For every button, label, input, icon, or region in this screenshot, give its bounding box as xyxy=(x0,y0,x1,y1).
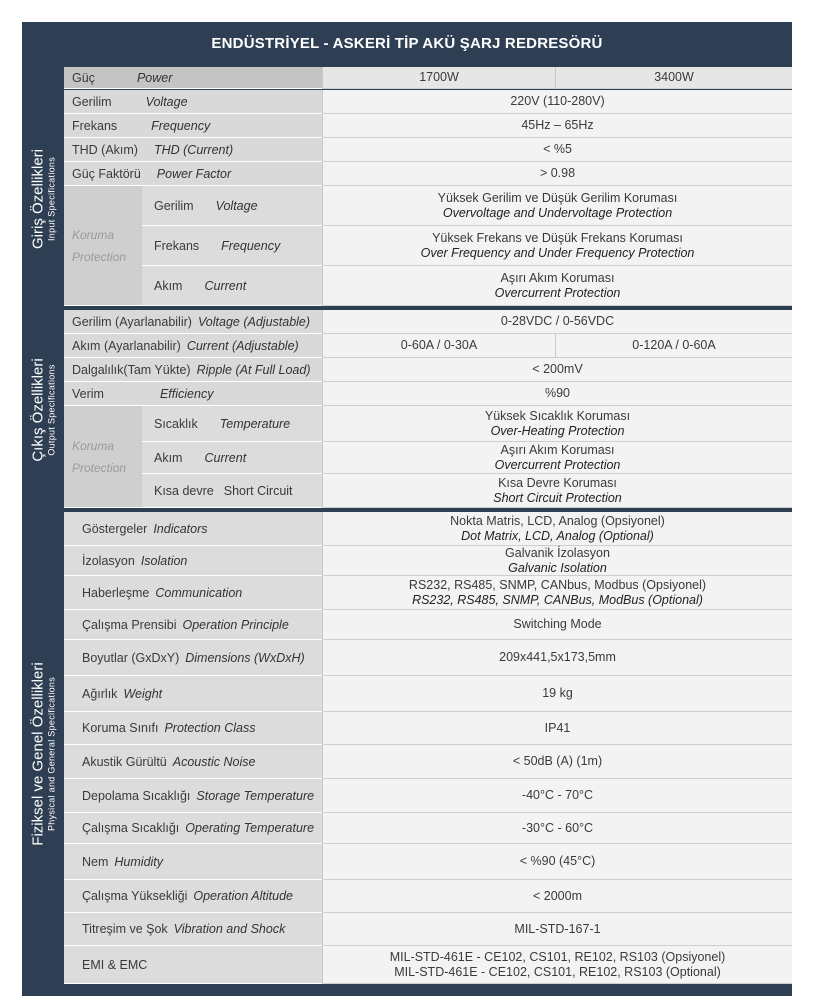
general-label-row xyxy=(64,913,322,946)
spec-value-row xyxy=(322,310,792,334)
label-en: Current xyxy=(204,278,247,293)
value-en: Short Circuit Protection xyxy=(493,490,622,505)
value-tr: MIL-STD-461E - CE102, CS101, RE102, RS103 (Opsiyonel) xyxy=(389,949,726,964)
power-label-en: Power xyxy=(136,70,173,85)
general-value-row xyxy=(322,813,792,844)
value: 45Hz – 65Hz xyxy=(521,118,594,132)
label-tr: Koruma Sınıfı xyxy=(82,721,159,735)
value-en: Dot Matrix, LCD, Analog (Optional) xyxy=(461,528,654,543)
label-en: Voltage xyxy=(215,198,258,213)
general-label-row xyxy=(64,610,322,640)
label-tr: EMI & EMC xyxy=(82,957,148,972)
general-value-row xyxy=(322,640,792,676)
section-general-label: Fiziksel ve Genel Özellikleri Physical and General Specifications xyxy=(29,662,57,846)
value-en: Over Frequency and Under Frequency Protection xyxy=(420,245,695,260)
label-tr: Güç Faktörü xyxy=(72,166,141,181)
label-en: Ripple (At Full Load) xyxy=(196,362,311,377)
general-label-row xyxy=(64,745,322,779)
spec-label-row xyxy=(64,382,322,406)
value-en: Overcurrent Protection xyxy=(494,457,621,472)
value-tr: < 50dB (A) (1m) xyxy=(512,754,603,768)
protection-group-label xyxy=(64,186,142,306)
value: 0-28VDC / 0-56VDC xyxy=(500,314,615,328)
value-tr: Yüksek Frekans ve Düşük Frekans Koruması xyxy=(432,230,683,245)
value-tr: Galvanik İzolasyon xyxy=(505,545,610,560)
label-en: Weight xyxy=(123,686,163,701)
label-en: Acoustic Noise xyxy=(172,754,256,769)
value-tr: -40°C - 70°C xyxy=(521,788,594,802)
label-tr: Akım xyxy=(154,278,183,293)
spec-value-row xyxy=(322,162,792,186)
protection-value-row xyxy=(322,474,792,508)
general-label-row xyxy=(64,676,322,712)
label-tr: Akustik Gürültü xyxy=(82,754,167,769)
protection-label-row xyxy=(142,406,322,442)
label-en: Operation Principle xyxy=(182,617,289,632)
spec-label-row xyxy=(64,90,322,114)
value: < 200mV xyxy=(532,362,583,376)
label-en: Voltage (Adjustable) xyxy=(197,314,311,329)
label-en: Operating Temperature xyxy=(185,821,315,835)
general-value-row xyxy=(322,512,792,546)
label-en: Indicators xyxy=(153,521,208,536)
value1: 0-60A / 0-30A xyxy=(400,338,478,352)
general-value-row xyxy=(322,779,792,813)
label-tr: Dalgalılık(Tam Yükte) xyxy=(72,362,191,377)
general-label-row xyxy=(64,546,322,576)
label-en: Power Factor xyxy=(156,166,232,181)
value-tr: Nokta Matris, LCD, Analog (Opsiyonel) xyxy=(450,513,665,528)
label-en: Frequency xyxy=(151,118,211,133)
value-tr: MIL-STD-167-1 xyxy=(514,921,601,936)
spec-label-row xyxy=(64,334,322,358)
power-col2: 3400W xyxy=(555,67,792,89)
protection-value-row xyxy=(322,442,792,474)
spec-value-row xyxy=(322,90,792,114)
label-tr: Sıcaklık xyxy=(154,416,198,431)
label-en: THD (Current) xyxy=(153,142,234,157)
value-tr: 19 kg xyxy=(542,686,573,700)
value: > 0.98 xyxy=(539,166,576,180)
label-tr: Boyutlar (GxDxY) xyxy=(82,650,180,665)
label-tr: Nem xyxy=(82,854,109,869)
value2: 0-120A / 0-60A xyxy=(632,338,716,352)
value-tr: < 2000m xyxy=(533,888,582,903)
protection-label-row xyxy=(142,186,322,226)
label-en: Frequency xyxy=(221,238,281,253)
label-tr: Frekans xyxy=(154,238,200,253)
sheet-title: ENDÜSTRİYEL - ASKERİ TİP AKÜ ŞARJ REDRESÖRÜ xyxy=(211,35,603,52)
general-label-row xyxy=(64,712,322,745)
value-en: RS232, RS485, SNMP, CANBus, ModBus (Optional) xyxy=(412,592,703,607)
label-tr: Çalışma Prensibi xyxy=(82,617,177,632)
spec-label-row xyxy=(64,162,322,186)
label-en: Communication xyxy=(155,585,243,600)
protection-value-row xyxy=(322,406,792,442)
general-value-row xyxy=(322,745,792,779)
label-en: Current xyxy=(204,450,247,465)
spec-value-row xyxy=(322,114,792,138)
value-en: Over-Heating Protection xyxy=(490,423,625,438)
label-en: Temperature xyxy=(219,416,291,431)
label-tr: Ağırlık xyxy=(82,686,118,701)
label-tr: Çalışma Yüksekliği xyxy=(82,889,188,903)
label-tr: Gerilim xyxy=(72,94,112,109)
label-en: Storage Temperature xyxy=(196,788,315,803)
general-value-row xyxy=(322,610,792,640)
spec-label-row xyxy=(64,358,322,382)
protection-en: Protection xyxy=(72,249,127,264)
label-en: Short Circuit xyxy=(223,483,293,498)
label-tr: Haberleşme xyxy=(82,585,150,600)
label-en: Voltage xyxy=(145,94,188,109)
value-en: Galvanic Isolation xyxy=(508,560,607,575)
spec-label-row xyxy=(64,310,322,334)
power-header-label xyxy=(64,67,322,89)
protection-value-row xyxy=(322,226,792,266)
label-en: Isolation xyxy=(140,553,188,568)
general-value-row xyxy=(322,546,792,576)
general-label-row xyxy=(64,576,322,610)
spec-value-row xyxy=(322,138,792,162)
general-value-row xyxy=(322,946,792,984)
label-en: Vibration and Shock xyxy=(173,922,286,936)
label-tr: İzolasyon xyxy=(82,553,135,568)
general-value-row xyxy=(322,712,792,745)
label-en: Operation Altitude xyxy=(193,889,293,903)
label-en: Dimensions (WxDxH) xyxy=(185,650,305,665)
general-label-row xyxy=(64,946,322,984)
spec-label-row xyxy=(64,138,322,162)
label-en: Current (Adjustable) xyxy=(186,338,299,353)
label-tr: Titreşim ve Şok xyxy=(82,922,168,936)
general-value-row xyxy=(322,844,792,880)
label-tr: Kısa devre xyxy=(154,483,214,498)
general-label-row xyxy=(64,779,322,813)
general-label-row xyxy=(64,813,322,844)
general-label-row xyxy=(64,512,322,546)
power-col1: 1700W xyxy=(322,67,555,89)
label-en: Protection Class xyxy=(164,721,256,735)
protection-tr: Koruma xyxy=(72,438,115,453)
protection-label-row xyxy=(142,474,322,508)
label-tr: Akım (Ayarlanabilir) xyxy=(72,338,181,353)
value-tr: Aşırı Akım Koruması xyxy=(500,442,615,457)
label-tr: Depolama Sıcaklığı xyxy=(82,788,191,803)
label-tr: Verim xyxy=(72,386,104,401)
protection-en: Protection xyxy=(72,460,127,475)
general-value-row xyxy=(322,676,792,712)
value-en: Overcurrent Protection xyxy=(494,285,621,300)
section-output-label: Çıkış Özellikleri Output Specifications xyxy=(29,358,57,462)
value-en: Overvoltage and Undervoltage Protection xyxy=(442,205,673,220)
value-tr: -30°C - 60°C xyxy=(521,820,594,835)
general-label-row xyxy=(64,640,322,676)
protection-value-row xyxy=(322,266,792,306)
spec-value-row xyxy=(322,358,792,382)
spec-value-col2 xyxy=(555,334,792,358)
protection-label-row xyxy=(142,266,322,306)
value-tr: RS232, RS485, SNMP, CANbus, Modbus (Opsiyonel) xyxy=(408,577,707,592)
general-label-row xyxy=(64,844,322,880)
general-value-row xyxy=(322,576,792,610)
value-tr: < %90 (45°C) xyxy=(519,854,596,868)
label-tr: Gerilim xyxy=(154,198,194,213)
power-label-tr: Güç xyxy=(72,70,95,85)
value-en: MIL-STD-461E - CE102, CS101, RE102, RS103 (Optional) xyxy=(394,964,721,979)
value: 220V (110-280V) xyxy=(510,94,605,108)
general-value-row xyxy=(322,880,792,913)
label-en: Efficiency xyxy=(159,386,214,401)
general-label-row xyxy=(64,880,322,913)
label-tr: Gerilim (Ayarlanabilir) xyxy=(72,314,192,329)
label-en: Humidity xyxy=(114,854,164,869)
label-tr: Göstergeler xyxy=(82,521,148,536)
protection-label-row xyxy=(142,226,322,266)
label-tr: Frekans xyxy=(72,118,118,133)
value: < %5 xyxy=(543,142,572,156)
spec-value-col1 xyxy=(322,334,555,358)
label-tr: THD (Akım) xyxy=(72,142,138,157)
value-tr: Yüksek Gerilim ve Düşük Gerilim Koruması xyxy=(437,190,678,205)
protection-group-label xyxy=(64,406,142,508)
value-tr: IP41 xyxy=(544,720,571,735)
spec-value-row xyxy=(322,382,792,406)
protection-value-row xyxy=(322,186,792,226)
value-tr: 209x441,5x173,5mm xyxy=(499,650,616,664)
spec-label-row xyxy=(64,114,322,138)
value-tr: Switching Mode xyxy=(513,617,602,631)
label-tr: Akım xyxy=(154,450,183,465)
value-tr: Yüksek Sıcaklık Koruması xyxy=(484,408,631,423)
general-value-row xyxy=(322,913,792,946)
protection-tr: Koruma xyxy=(72,227,115,242)
label-tr: Çalışma Sıcaklığı xyxy=(82,821,180,835)
value: %90 xyxy=(544,386,571,400)
section-input-label: Giriş Özellikleri Input Specifications xyxy=(29,148,57,250)
value-tr: Aşırı Akım Koruması xyxy=(500,270,615,285)
value-tr: Kısa Devre Koruması xyxy=(498,475,617,490)
protection-label-row xyxy=(142,442,322,474)
